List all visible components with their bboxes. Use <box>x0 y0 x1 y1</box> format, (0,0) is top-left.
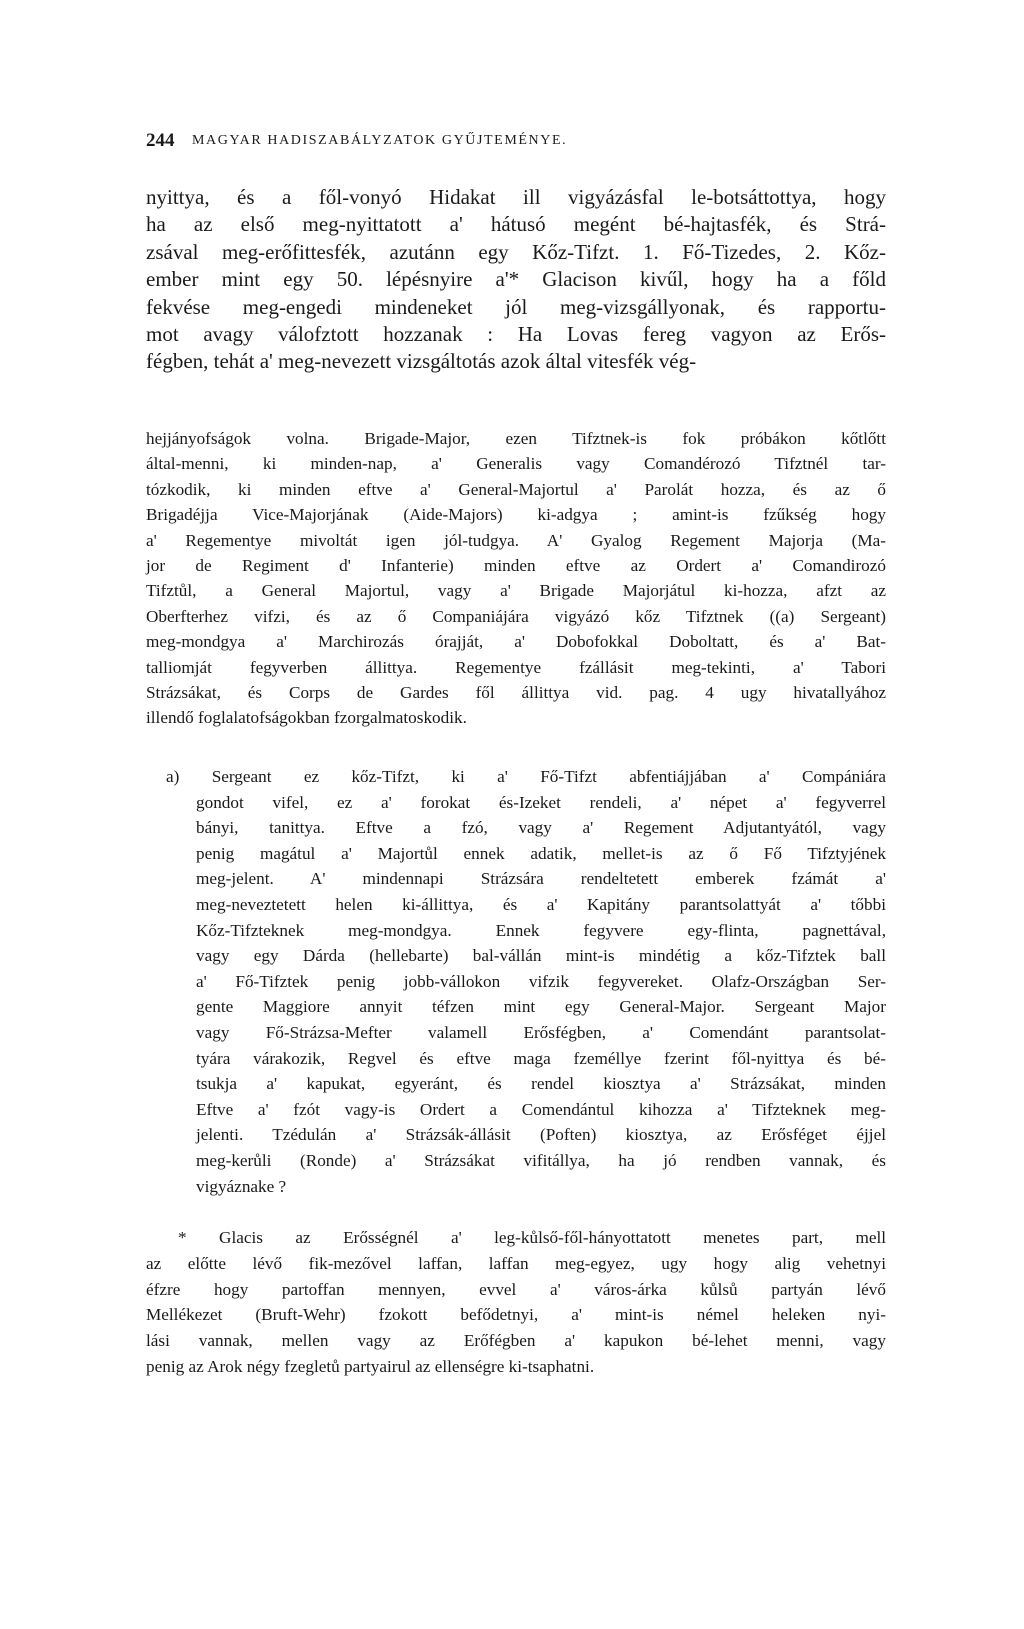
text-line: mot avagy válofztott hozzanak : Ha Lovas fereg vagyon az Erős- <box>146 321 886 346</box>
text-line: penig magátul a' Majortůl ennek adatik, mellet-is az ő Fő Tifztyjének <box>196 843 886 863</box>
text-line: talliomját fegyverben állittya. Regementye fzállásit meg-tekinti, a' Tabori <box>146 657 886 677</box>
text-line: vagy Fő-Strázsa-Mefter valamell Erősfégben, a' Comendánt parantsolat- <box>196 1022 886 1042</box>
text-line: tózkodik, ki minden eftve a' General-Majortul a' Parolát hozza, és az ő <box>146 479 886 499</box>
text-line: meg-kerůli (Ronde) a' Strázsákat vifitállya, ha jó rendben vannak, és <box>196 1150 886 1170</box>
text-line: meg-neveztetett helen ki-állittya, és a' Kapitány parantsolattyát a' tőbbi <box>196 894 886 914</box>
text-line: meg-jelent. A' mindennapi Strázsára rendeltetett emberek fzámát a' <box>196 869 886 889</box>
text-line: Oberfterhez vifzi, és az ő Companiájára vigyázó kőz Tifztnek ((a) Sergeant) <box>146 606 886 626</box>
text-line: gente Maggiore annyit téfzen mint egy General-Major. Sergeant Major <box>196 997 886 1017</box>
text-line: Eftve a' fzót vagy-is Ordert a Comendántul kihozza a' Tifzteknek meg- <box>196 1099 886 1119</box>
sub-note-paragraph <box>146 764 886 1199</box>
text-line: fekvése meg-engedi mindeneket jól meg-vizsgállyonak, és rapportu- <box>146 294 886 319</box>
text-line: meg-mondgya a' Marchirozás órajját, a' Dobofokkal Doboltatt, és a' Bat- <box>146 632 886 652</box>
text-line: penig az Arok négy fzegletů partyairul az ellenségre ki-tsaphatni. <box>146 1356 595 1376</box>
text-line: Brigadéjja Vice-Majorjának (Aide-Majors) ki-adgya ; amint-is fzűkség hogy <box>146 505 886 525</box>
text-line: által-menni, ki minden-nap, a' Generalis vagy Comandérozó Tifztnél tar- <box>146 454 886 474</box>
text-line: a' Fő-Tifztek penig jobb-vállokon vifzik fegyvereket. Olafz-Országban Ser- <box>196 971 886 991</box>
text-line: fégben, tehát a' meg-nevezett vizsgáltotás azok által vitesfék vég- <box>146 349 697 374</box>
text-line: tsukja a' kapukat, egyeránt, és rendel kiosztya a' Strázsákat, minden <box>196 1074 886 1094</box>
text-line: * Glacis az Erősségnél a' leg-kůlső-fől-hányottatott menetes part, mell <box>178 1228 886 1247</box>
text-line: lási vannak, mellen vagy az Erőfégben a' kapukon bé-lehet menni, vagy <box>146 1331 886 1351</box>
text-line: vagy egy Dárda (hellebarte) bal-vállán mint-is mindétig a kőz-Tifztek ball <box>196 946 886 966</box>
text-line: illendő foglalatofságokban fzorgalmatoskodik. <box>146 708 467 728</box>
text-line: ember mint egy 50. lépésnyire a'* Glacison kivűl, hogy ha a főld <box>146 267 886 292</box>
page-number: 244 <box>146 130 175 151</box>
text-line: az előtte lévő fik-mezővel laffan, laffan meg-egyez, ugy hogy alig vehetnyi <box>146 1253 886 1273</box>
text-line: Mellékezet (Bruft-Wehr) fzokott befődetnyi, a' mint-is némel heleken nyi- <box>146 1305 886 1325</box>
text-line: Strázsákat, és Corps de Gardes fől állittya vid. pag. 4 ugy hivatallyához <box>146 682 886 702</box>
text-line: gondot vifel, ez a' forokat és-Izeket rendeli, a' népet a' fegyverrel <box>196 792 886 812</box>
footnote <box>146 1225 886 1380</box>
text-line: bányi, tanittya. Eftve a fzó, vagy a' Regement Adjutantyától, vagy <box>196 818 886 838</box>
text-line: a) Sergeant ez kőz-Tifzt, ki a' Fő-Tifzt abfentiájjában a' Compániára <box>166 767 886 786</box>
main-paragraph <box>146 184 886 376</box>
text-line: ha az első meg-nyittatott a' hátusó megént bé-hajtasfék, és Strá- <box>146 212 886 237</box>
text-line: vigyáznake ? <box>196 1176 287 1196</box>
text-line: tyára várakozik, Regvel és eftve maga fzeméllye fzerint fől-nyittya és bé- <box>196 1048 886 1068</box>
text-line: zsával meg-erőfittesfék, azutánn egy Kőz-Tifzt. 1. Fő-Tizedes, 2. Kőz- <box>146 239 886 264</box>
text-line: hejjányofságok volna. Brigade-Major, ezen Tifztnek-is fok próbákon kőtlőtt <box>146 429 886 448</box>
text-line: jor de Regiment d' Infanterie) minden eftve az Ordert a' Comandirozó <box>146 555 886 575</box>
text-line: éfzre hogy partoffan mennyen, evvel a' város-árka kůlsů partyán lévő <box>146 1279 886 1299</box>
page-header <box>146 130 886 160</box>
running-title: MAGYAR HADISZABÁLYZATOK GYŰJTEMÉNYE. <box>192 133 568 148</box>
text-line: nyittya, és a fől-vonyó Hidakat ill vigyázásfal le-botsáttottya, hogy <box>146 185 886 209</box>
text-line: Tifztůl, a General Majortul, vagy a' Brigade Majorjátul ki-hozza, afzt az <box>146 581 886 601</box>
note-paragraph <box>146 426 886 731</box>
text-line: jelenti. Tzédulán a' Strázsák-állásit (Poften) kiosztya, az Erősféget éjjel <box>196 1125 886 1145</box>
text-line: a' Regementye mivoltát igen jól-tudgya. A' Gyalog Regement Majorja (Ma- <box>146 530 886 550</box>
text-line: Kőz-Tifzteknek meg-mondgya. Ennek fegyvere egy-flinta, pagnettával, <box>196 920 886 940</box>
